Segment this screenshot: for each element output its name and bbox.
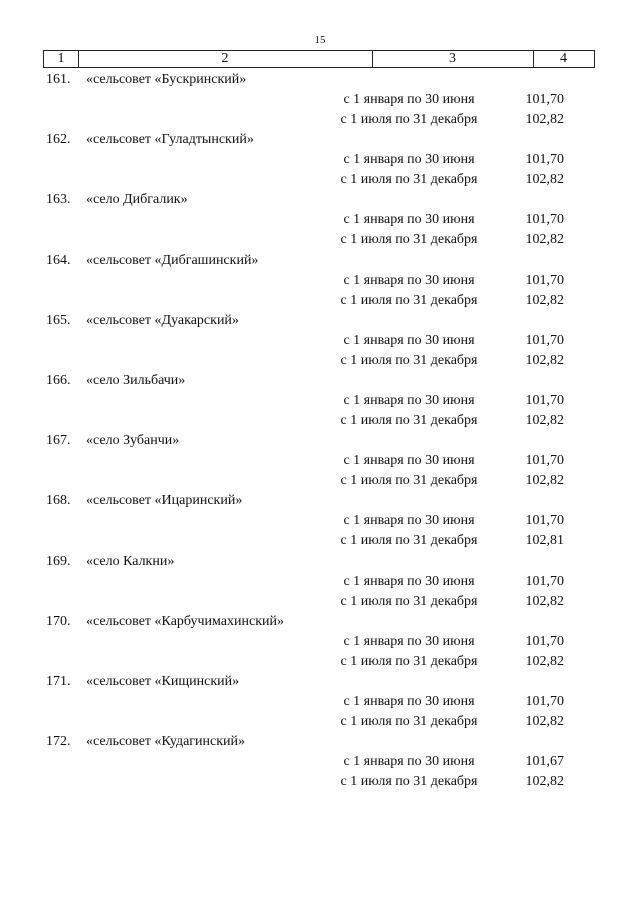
period-value: 102,82: [525, 352, 564, 368]
period-value: 101,70: [525, 693, 564, 709]
period-label: с 1 января по 30 июня: [343, 392, 475, 408]
period-line: [0, 772, 640, 792]
header-col-1: 1: [44, 51, 79, 67]
municipality-name: «село Калкни»: [86, 553, 175, 569]
period-value: 101,67: [525, 754, 564, 770]
period-line: [0, 291, 640, 311]
period-label: с 1 июля по 31 декабря: [340, 352, 478, 368]
period-value: 101,70: [525, 152, 564, 168]
entry-number: 168.: [46, 493, 71, 509]
table-entry: [0, 732, 640, 792]
entry-number: 169.: [46, 553, 71, 569]
header-col-2: 2: [78, 51, 373, 67]
period-label: с 1 января по 30 июня: [343, 573, 475, 589]
entry-title-line: [0, 371, 640, 391]
entry-number: 163.: [46, 192, 71, 208]
header-col-4: 4: [560, 51, 567, 66]
period-value: 102,82: [525, 412, 564, 428]
municipality-name: «сельсовет «Ицаринский»: [86, 493, 243, 509]
period-value: 102,82: [525, 473, 564, 489]
period-line: [0, 331, 640, 351]
period-line: [0, 210, 640, 230]
period-value: 101,70: [525, 212, 564, 228]
period-value: 102,82: [525, 653, 564, 669]
entry-number: 166.: [46, 372, 71, 388]
period-label: с 1 января по 30 июня: [343, 212, 475, 228]
table-entry: [0, 70, 640, 130]
period-label: с 1 июля по 31 декабря: [340, 774, 478, 790]
period-line: [0, 391, 640, 411]
entry-title-line: [0, 190, 640, 210]
period-value: 102,82: [525, 172, 564, 188]
entry-number: 165.: [46, 312, 71, 328]
period-label: с 1 января по 30 июня: [343, 92, 475, 107]
period-value: 101,70: [525, 272, 564, 288]
period-line: [0, 511, 640, 531]
entry-title-line: [0, 251, 640, 271]
period-value: 102,82: [525, 112, 564, 127]
period-line: [0, 712, 640, 732]
table-entry: [0, 552, 640, 612]
table-entry: [0, 190, 640, 250]
period-label: с 1 января по 30 июня: [343, 693, 475, 709]
entry-title-line: [0, 130, 640, 150]
table-entry: [0, 612, 640, 672]
entry-title-line: [0, 612, 640, 632]
period-line: [0, 230, 640, 250]
period-line: [0, 652, 640, 672]
period-label: с 1 июля по 31 декабря: [340, 172, 478, 188]
period-label: с 1 января по 30 июня: [343, 272, 475, 288]
entry-title-line: [0, 431, 640, 451]
entry-title-line: [0, 552, 640, 572]
municipality-name: «сельсовет «Дибгашинский»: [86, 252, 259, 268]
period-line: [0, 170, 640, 190]
period-line: [0, 572, 640, 592]
period-label: с 1 января по 30 июня: [343, 332, 475, 348]
municipality-name: «село Зильбачи»: [86, 372, 186, 388]
period-label: с 1 июля по 31 декабря: [340, 533, 478, 549]
municipality-name: «сельсовет «Кудагинский»: [86, 734, 246, 750]
entry-number: 171.: [46, 673, 71, 689]
period-line: [0, 150, 640, 170]
period-value: 102,82: [525, 593, 564, 609]
entry-number: 170.: [46, 613, 71, 629]
entry-number: 167.: [46, 433, 71, 449]
table-entry: [0, 491, 640, 551]
period-value: 102,81: [525, 533, 564, 549]
entry-title-line: [0, 70, 640, 90]
period-label: с 1 июля по 31 декабря: [340, 292, 478, 308]
period-line: [0, 471, 640, 491]
period-line: [0, 351, 640, 371]
period-label: с 1 июля по 31 декабря: [340, 232, 478, 248]
header-col-3: 3: [372, 51, 534, 67]
period-line: [0, 271, 640, 291]
municipality-name: «сельсовет «Кищинский»: [86, 673, 240, 689]
municipality-name: «сельсовет «Бускринский»: [86, 72, 247, 87]
table-header-row: [43, 50, 595, 68]
period-label: с 1 июля по 31 декабря: [340, 653, 478, 669]
municipality-name: «сельсовет «Гуладтынский»: [86, 132, 254, 148]
entry-number: 161.: [46, 72, 71, 87]
period-label: с 1 июля по 31 декабря: [340, 473, 478, 489]
period-value: 101,70: [525, 633, 564, 649]
period-line: [0, 110, 640, 130]
municipality-name: «сельсовет «Дуакарский»: [86, 312, 239, 328]
entry-number: 162.: [46, 132, 71, 148]
entry-title-line: [0, 732, 640, 752]
period-label: с 1 июля по 31 декабря: [340, 412, 478, 428]
table-entry: [0, 130, 640, 190]
period-line: [0, 592, 640, 612]
period-line: [0, 451, 640, 471]
period-label: с 1 июля по 31 декабря: [340, 593, 478, 609]
period-value: 102,82: [525, 232, 564, 248]
municipality-name: «село Дибгалик»: [86, 192, 188, 208]
table-entry: [0, 251, 640, 311]
period-line: [0, 632, 640, 652]
period-label: с 1 января по 30 июня: [343, 633, 475, 649]
period-value: 101,70: [525, 573, 564, 589]
period-label: с 1 января по 30 июня: [343, 152, 475, 168]
period-value: 101,70: [525, 332, 564, 348]
table-entry: [0, 431, 640, 491]
table-entry: [0, 672, 640, 732]
period-label: с 1 июля по 31 декабря: [340, 112, 478, 127]
period-line: [0, 90, 640, 110]
period-value: 101,70: [525, 392, 564, 408]
entry-title-line: [0, 311, 640, 331]
period-line: [0, 531, 640, 551]
period-value: 101,70: [525, 92, 564, 107]
entry-number: 164.: [46, 252, 71, 268]
period-label: с 1 января по 30 июня: [343, 453, 475, 469]
period-label: с 1 июля по 31 декабря: [340, 713, 478, 729]
table-entry: [0, 371, 640, 431]
period-line: [0, 692, 640, 712]
period-value: 102,82: [525, 713, 564, 729]
period-value: 102,82: [525, 774, 564, 790]
period-label: с 1 января по 30 июня: [343, 754, 475, 770]
entry-title-line: [0, 491, 640, 511]
page-number: 15: [314, 34, 326, 46]
table-body: [0, 70, 640, 792]
period-label: с 1 января по 30 июня: [343, 513, 475, 529]
table-entry: [0, 311, 640, 371]
entry-title-line: [0, 672, 640, 692]
entry-number: 172.: [46, 734, 71, 750]
municipality-name: «село Зубанчи»: [86, 433, 180, 449]
period-value: 101,70: [525, 453, 564, 469]
period-line: [0, 752, 640, 772]
period-value: 101,70: [525, 513, 564, 529]
municipality-name: «сельсовет «Карбучимахинский»: [86, 613, 284, 629]
period-line: [0, 411, 640, 431]
period-value: 102,82: [525, 292, 564, 308]
